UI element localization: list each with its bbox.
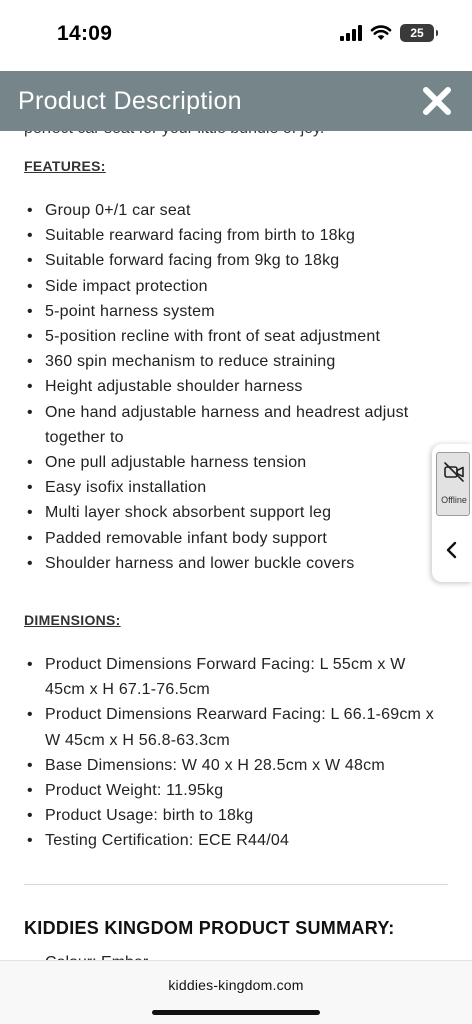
video-off-icon [443, 461, 465, 483]
list-item: • One pull adjustable harness tension [24, 450, 444, 475]
features-heading: FEATURES: [24, 158, 106, 174]
summary-heading: KIDDIES KINGDOM PRODUCT SUMMARY: [24, 918, 395, 938]
home-indicator [152, 1010, 320, 1015]
close-icon[interactable] [420, 84, 454, 118]
battery-icon [400, 24, 434, 42]
list-item: • Base Dimensions: W 40 x H 28.5cm x W 48cm [24, 753, 440, 778]
list-item: • Height adjustable shoulder harness [24, 374, 444, 399]
list-item: • Side impact protection [24, 274, 444, 299]
status-bar [0, 0, 472, 70]
list-item: • Testing Certification: ECE R44/04 [24, 828, 440, 853]
features-list [24, 198, 444, 576]
list-item: • 5-point harness system [24, 299, 444, 324]
list-item: • Group 0+/1 car seat [24, 198, 444, 223]
address-bar-url[interactable]: kiddies-kingdom.com [168, 977, 304, 993]
wifi-icon [371, 25, 391, 41]
list-item: • Multi layer shock absorbent support leg [24, 500, 444, 525]
list-item: • 360 spin mechanism to reduce straining [24, 349, 444, 374]
product-description-content[interactable] [0, 70, 472, 960]
dimensions-heading: DIMENSIONS: [24, 612, 121, 628]
list-item: • Product Weight: 11.95kg [24, 778, 440, 803]
section-divider [24, 884, 448, 885]
modal-title: Product Description [18, 87, 242, 115]
list-item: • Suitable rearward facing from birth to 18kg [24, 223, 444, 248]
status-time: 14:09 [57, 22, 113, 45]
status-icons [340, 24, 434, 42]
side-widget [432, 444, 472, 582]
modal-header [0, 71, 472, 131]
list-item: • Product Dimensions Forward Facing: L 55cm x W 45cm x H 67.1-76.5cm [24, 652, 440, 702]
offline-label: Offline [441, 495, 467, 505]
list-item: • Easy isofix installation [24, 475, 444, 500]
browser-bottom-bar [0, 960, 472, 1024]
cellular-signal-icon [340, 25, 362, 41]
chevron-left-icon[interactable] [442, 540, 462, 560]
list-item: • Product Dimensions Rearward Facing: L 66.1-69cm x W 45cm x H 56.8-63.3cm [24, 702, 440, 752]
list-item: • Suitable forward facing from 9kg to 18kg [24, 248, 444, 273]
list-item: • 5-position recline with front of seat adjustment [24, 324, 444, 349]
offline-button[interactable] [436, 452, 470, 516]
dimensions-list [24, 652, 440, 854]
list-item: • One hand adjustable harness and headrest adjust together to [24, 400, 444, 450]
list-item: • Shoulder harness and lower buckle covers [24, 551, 444, 576]
battery-level: 25 [410, 26, 424, 40]
list-item: • Product Usage: birth to 18kg [24, 803, 440, 828]
list-item: • Padded removable infant body support [24, 526, 444, 551]
